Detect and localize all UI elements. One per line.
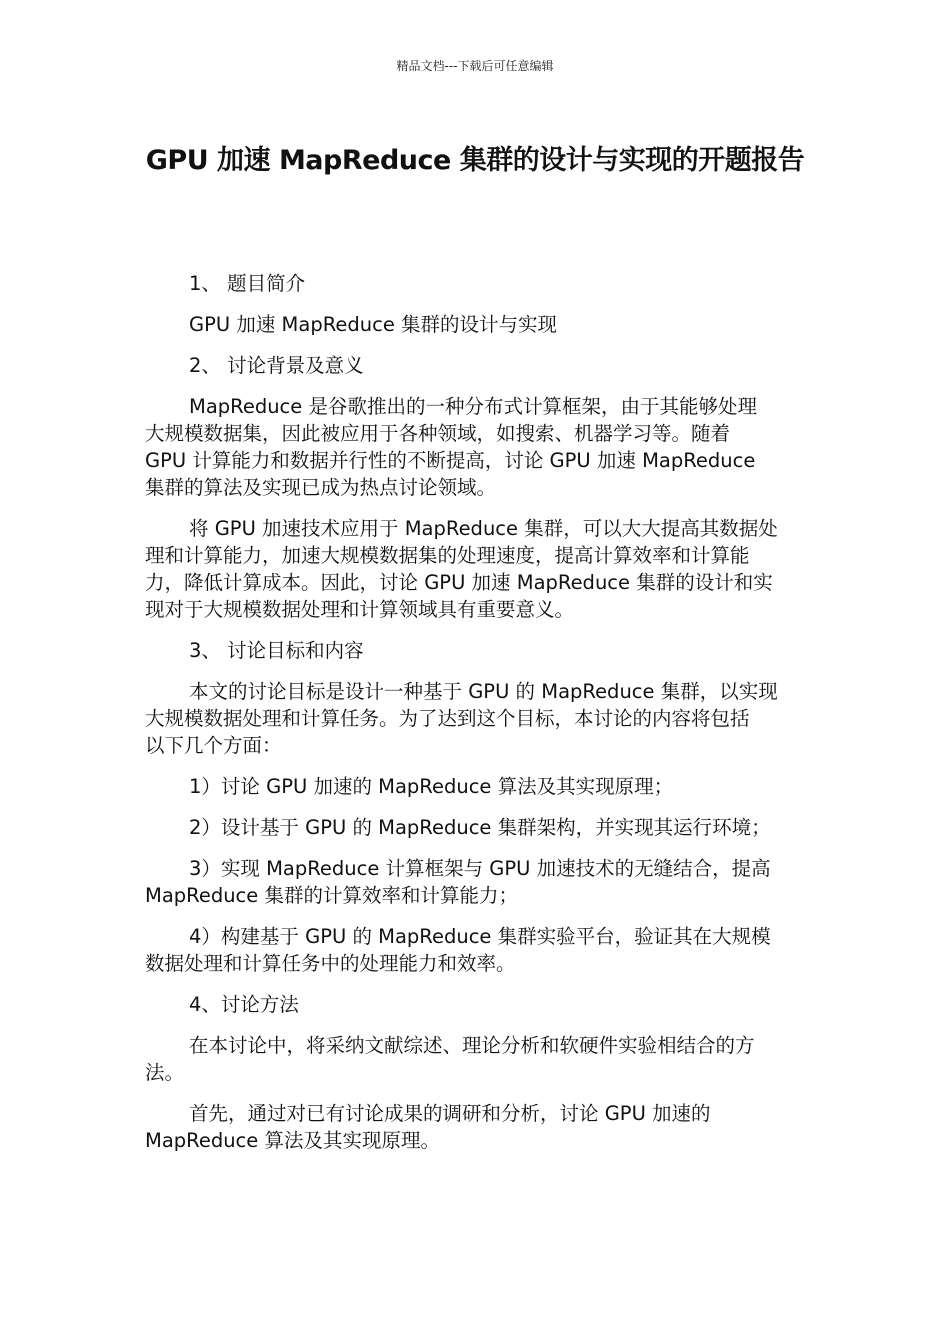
- section-heading-3: 3、 讨论目标和内容: [189, 639, 364, 662]
- method-paragraph-1: 在本讨论中，将采纳文献综述、理论分析和软硬件实验相结合的方 法。: [145, 1034, 755, 1084]
- section-heading-2: 2、 讨论背景及意义: [189, 354, 364, 377]
- method-paragraph-2: 首先，通过对已有讨论成果的调研和分析，讨论 GPU 加速的 MapReduce 算法及其实现原理。: [145, 1102, 711, 1152]
- document-body: [145, 270, 807, 1168]
- topic-title-paragraph: GPU 加速 MapReduce 集群的设计与实现: [189, 313, 558, 336]
- goal-item-1: 1）讨论 GPU 加速的 MapReduce 算法及其实现原理；: [189, 775, 674, 798]
- background-paragraph-1: MapReduce 是谷歌推出的一种分布式计算框架，由于其能够处理 大规模数据集，因此被应用于各种领域，如搜索、机器学习等。随着 GPU 计算能力和数据并行性的不断提高，讨论 GPU 加速 MapReduce 集群的算法及实现已成为热点讨论领域。: [145, 395, 757, 499]
- background-paragraph-2: 将 GPU 加速技术应用于 MapReduce 集群，可以大大提高其数据处 理和计算能力，加速大规模数据集的处理速度，提高计算效率和计算能 力，降低计算成本。因此，讨论 GPU 加速 MapReduce 集群的设计和实 现对于大规模数据处理和计算领域具有重要意义。: [145, 517, 778, 621]
- goal-item-3: 3）实现 MapReduce 计算框架与 GPU 加速技术的无缝结合，提高 MapReduce 集群的计算效率和计算能力；: [145, 857, 771, 907]
- goal-item-2: 2）设计基于 GPU 的 MapReduce 集群架构，并实现其运行环境；: [189, 816, 771, 839]
- document-title: GPU 加速 MapReduce 集群的设计与实现的开题报告: [145, 145, 805, 176]
- section-heading-1: 1、 题目简介: [189, 272, 306, 295]
- goal-item-4: 4）构建基于 GPU 的 MapReduce 集群实验平台，验证其在大规模 数据处理和计算任务中的处理能力和效率。: [145, 925, 771, 975]
- section-heading-4: 4、讨论方法: [189, 993, 299, 1016]
- goals-paragraph: 本文的讨论目标是设计一种基于 GPU 的 MapReduce 集群，以实现 大规模数据处理和计算任务。为了达到这个目标，本讨论的内容将包括 以下几个方面：: [145, 680, 778, 757]
- page-header-note: 精品文档---下载后可任意编辑: [396, 59, 554, 73]
